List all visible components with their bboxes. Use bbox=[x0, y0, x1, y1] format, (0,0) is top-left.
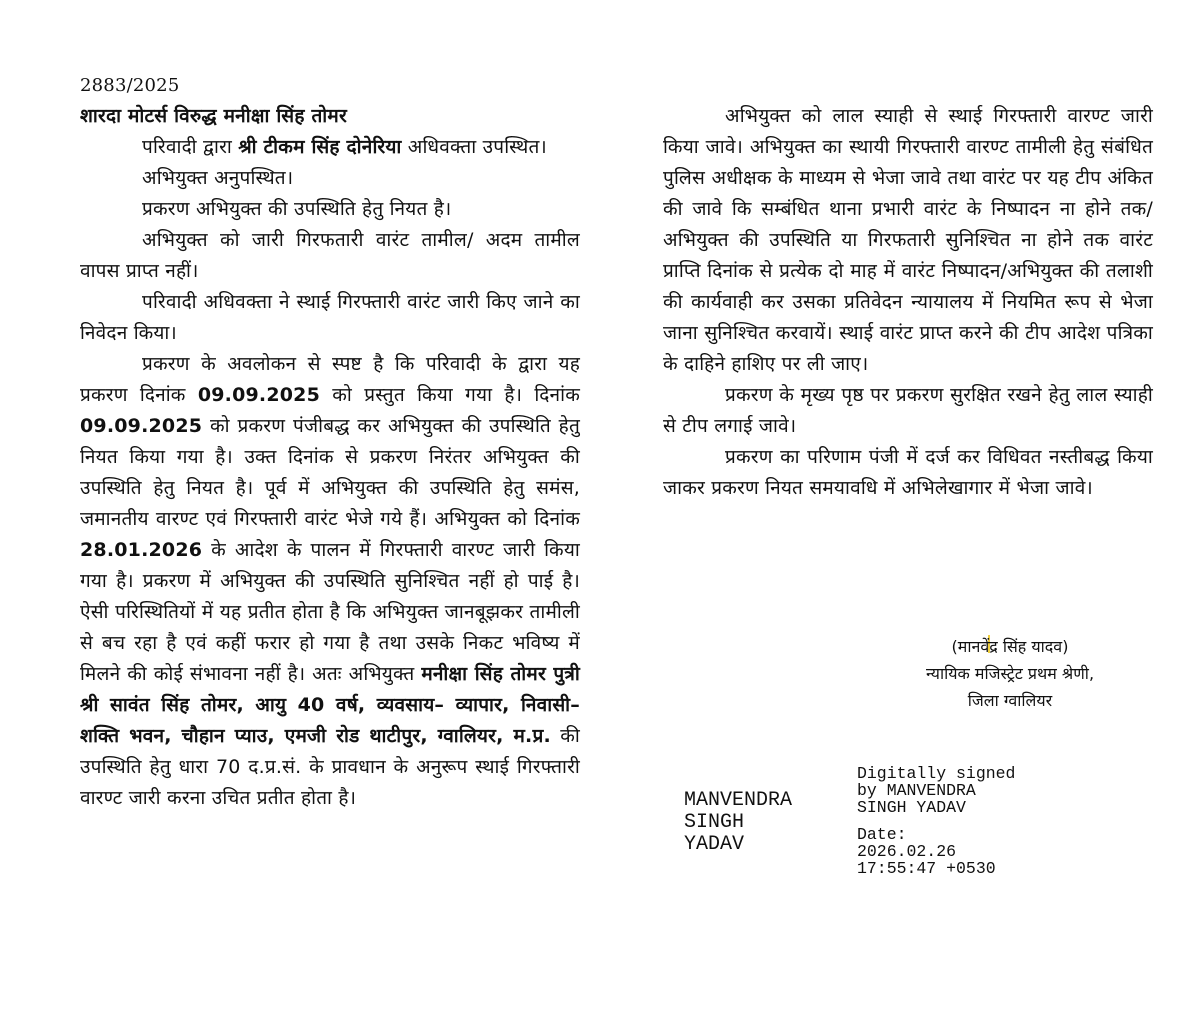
judge-name: (मानवेंद्र सिंह यादव) bbox=[951, 637, 1069, 656]
paragraph-warrant-status: अभियुक्त को जारी गिरफतारी वारंट तामील/ अदम तामील वापस प्राप्त नहीं। bbox=[80, 229, 580, 282]
signature-time: 17:55:47 +0530 bbox=[857, 859, 996, 878]
case-title: शारदा मोटर्स विरुद्ध मनीक्षा सिंह तोमर bbox=[80, 105, 347, 127]
paragraph-red-ink: प्रकरण के मृख्य पृष्ठ पर प्रकरण सुरक्षित रखने हेतु लाल स्याही से टीप लगाई जावे। bbox=[663, 384, 1153, 437]
judge-signature-block bbox=[880, 633, 1140, 714]
signature-info-line: SINGH YADAV bbox=[857, 798, 966, 817]
paragraph-observation bbox=[80, 349, 580, 814]
date-filed: 09.09.2025 bbox=[197, 384, 321, 406]
text-span: को प्रकरण पंजीबद्ध कर अभियुक्त की उपस्थिति हेतु नियत किया गया है। उक्त दिनांक से प्रकरण निरंतर अभियुक्त की उपस्थिति हेतु नियत है। पूर्व में अभियुक्त की उपस्थिति हेतु समंस, जमानतीय वारण्ट एवं गिरफ्तारी वारंट भेजे गये हैं। अभियुक्त को दिनांक bbox=[80, 415, 580, 530]
digital-signature-name bbox=[684, 790, 854, 856]
paragraph-complainant bbox=[80, 132, 580, 163]
case-number: 2883/2025 bbox=[80, 75, 180, 96]
signature-date-label: Date: bbox=[857, 825, 907, 844]
digital-signature-info bbox=[857, 765, 1057, 877]
paragraph-warrant-order: अभियुक्त को लाल स्याही से स्थाई गिरफ्तारी वारण्ट जारी किया जावे। अभियुक्त का स्थायी गिरफ्तारी वारण्ट तामीली हेतु संबंधित पुलिस अधीक्षक के माध्यम से भेजा जावे तथा वारंट पर यह टीप अंकित की जावे कि सम्बंधित थाना प्रभारी वारंट के निष्पादन ना होने तक/अभियुक्त की उपस्थिति या गिरफतारी सुनिश्चित ना होने तक वारंट प्राप्ति दिनांक से प्रत्येक दो माह में वारंट निष्पादन/अभियुक्त की तलाशी की कार्यवाही कर उसका प्रतिवेदन न्यायालय में नियमित रूप से भेजा जाना सुनिश्चित करवायें। स्थाई वारंट प्राप्त करने की टीप आदेश पत्रिका के दाहिने हाशिए पर ली जाए। bbox=[663, 105, 1153, 375]
text-span: परिवादी द्वारा bbox=[142, 136, 239, 158]
left-column bbox=[80, 70, 580, 814]
text-span: को प्रस्तुत किया गया है। दिनांक bbox=[320, 384, 580, 406]
signature-info-line: by MANVENDRA bbox=[857, 781, 976, 800]
signer-name-line: YADAV bbox=[684, 833, 745, 856]
signature-info-line: Digitally signed bbox=[857, 764, 1016, 783]
right-column bbox=[663, 101, 1153, 504]
signature-date: 2026.02.26 bbox=[857, 842, 957, 861]
signer-name-line: SINGH bbox=[684, 811, 745, 834]
advocate-name: श्री टीकम सिंह दोनेरिया bbox=[238, 136, 402, 158]
text-span: अधिवक्ता उपस्थित। bbox=[401, 136, 547, 158]
judge-district: जिला ग्वालियर bbox=[967, 691, 1053, 710]
signer-name-line: MANVENDRA bbox=[684, 789, 793, 812]
text-span: प्रकरण के अवलोकन से स्पष्ट है कि परिवादी के द्वारा यह प्रकरण दिनांक bbox=[80, 353, 580, 406]
date-registered: 09.09.2025 bbox=[80, 415, 203, 437]
paragraph-case-fixed: प्रकरण अभियुक्त की उपस्थिति हेतु नियत है। bbox=[142, 198, 452, 220]
text-span: के आदेश के पालन में गिरफ्तारी वारण्ट जारी किया गया है। प्रकरण में अभियुक्त की उपस्थिति सुनिश्चित नहीं हो पाई है। ऐसी परिस्थितियों में यह प्रतीत होता है कि अभियुक्त जानबूझकर तामीली से बच रहा है एवं कहीं फरार हो गया है तथा उसके निकट भविष्य में मिलने की कोई संभावना नहीं है। अतः अभियुक्त bbox=[80, 539, 580, 685]
judge-designation: न्यायिक मजिस्ट्रेट प्रथम श्रेणी, bbox=[925, 664, 1095, 683]
accused-details: मनीक्षा सिंह तोमर पुत्री श्री सावंत सिंह तोमर, आयु 40 वर्ष, व्यवसाय– व्यापार, निवासी– शक्ति भवन, चौहान प्याउ, एमजी रोड थाटीपुर, ग्वालियर, म.प्र. bbox=[80, 663, 580, 747]
paragraph-disposal: प्रकरण का परिणाम पंजी में दर्ज कर विधिवत नस्तीबद्ध किया जाकर प्रकरण नियत समयावधि में अभिलेखागार में भेजा जावे। bbox=[663, 446, 1153, 499]
paragraph-request: परिवादी अधिवक्ता ने स्थाई गिरफ्तारी वारंट जारी किए जाने का निवेदन किया। bbox=[80, 291, 580, 344]
text-span: की उपस्थिति हेतु धारा 70 द.प्र.सं. के प्रावधान के अनुरूप स्थाई गिरफ्तारी वारण्ट जारी करना उचित प्रतीत होता है। bbox=[80, 725, 580, 809]
date-order: 28.01.2026 bbox=[80, 539, 203, 561]
paragraph-accused-absent: अभियुक्त अनुपस्थित। bbox=[142, 167, 294, 189]
